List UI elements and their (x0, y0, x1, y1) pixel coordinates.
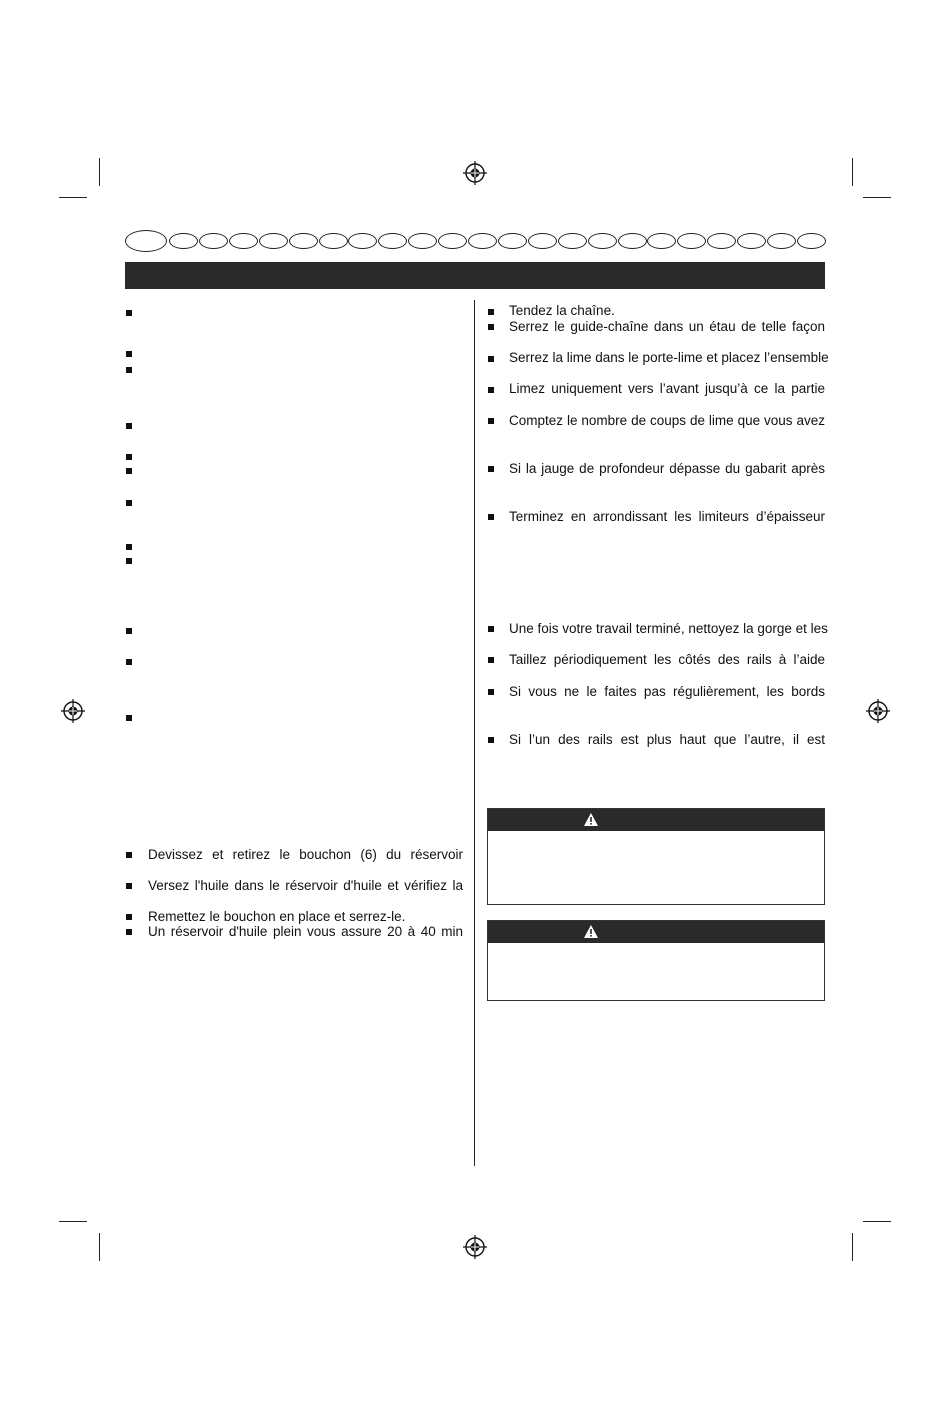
crop-mark (852, 158, 853, 186)
registration-mark-icon (463, 161, 487, 185)
list-item: Tendez la chaîne. (509, 303, 615, 318)
bullet-icon (126, 883, 132, 889)
language-tabs (125, 231, 825, 251)
list-item: Terminez en arrondissant les limiteurs d’épaisseur (509, 509, 825, 524)
list-item: Remettez le bouchon en place et serrez-le. (148, 909, 406, 924)
bullet-icon (126, 914, 132, 920)
language-tab (767, 233, 796, 249)
bullet-icon (126, 454, 132, 460)
language-tab (468, 233, 497, 249)
bullet-icon (126, 558, 132, 564)
warning-header (488, 921, 824, 943)
registration-mark-icon (61, 699, 85, 723)
warning-triangle-icon (583, 812, 599, 827)
list-item: Si l’un des rails est plus haut que l’autre, il est (509, 732, 825, 747)
bullet-icon (126, 367, 132, 373)
list-item: Devissez et retirez le bouchon (6) du réservoir (148, 847, 463, 862)
registration-mark-icon (463, 1235, 487, 1259)
language-tab (707, 233, 736, 249)
bullet-icon (488, 626, 494, 632)
language-tab (677, 233, 706, 249)
bullet-icon (488, 737, 494, 743)
list-item: Un réservoir d'huile plein vous assure 20 à 40 min (148, 924, 463, 939)
bullet-icon (126, 351, 132, 357)
crop-mark (59, 1221, 87, 1222)
bullet-icon (126, 544, 132, 550)
language-tab (588, 233, 617, 249)
column-divider (474, 300, 475, 1166)
language-tab (558, 233, 587, 249)
language-tab (797, 233, 826, 249)
bullet-icon (126, 500, 132, 506)
language-tab (408, 233, 437, 249)
language-tab (319, 233, 348, 249)
bullet-icon (126, 423, 132, 429)
language-tab (229, 233, 258, 249)
bullet-icon (126, 929, 132, 935)
bullet-icon (488, 418, 494, 424)
language-tab (289, 233, 318, 249)
bullet-icon (126, 310, 132, 316)
registration-mark-icon (866, 699, 890, 723)
crop-mark (99, 1233, 100, 1261)
bullet-icon (488, 309, 494, 315)
bullet-icon (488, 356, 494, 362)
language-tab (498, 233, 527, 249)
bullet-icon (126, 628, 132, 634)
language-tab (378, 233, 407, 249)
bullet-icon (126, 468, 132, 474)
list-item: Limez uniquement vers l’avant jusqu’à ce la partie (509, 381, 825, 396)
warning-box (487, 920, 825, 1001)
language-tab (199, 233, 228, 249)
language-tab (647, 233, 676, 249)
list-item: Serrez le guide-chaîne dans un étau de telle façon (509, 319, 825, 334)
crop-mark (852, 1233, 853, 1261)
warning-header (488, 809, 824, 831)
bullet-icon (488, 657, 494, 663)
bullet-icon (488, 466, 494, 472)
section-header-bar (125, 262, 825, 289)
crop-mark (99, 158, 100, 186)
bullet-icon (126, 715, 132, 721)
bullet-icon (488, 514, 494, 520)
list-item: Si vous ne le faites pas régulièrement, les bords (509, 684, 825, 699)
language-tab (348, 233, 377, 249)
bullet-icon (126, 852, 132, 858)
list-item: Taillez périodiquement les côtés des rails à l’aide (509, 652, 825, 667)
language-tab (169, 233, 198, 249)
list-item: Une fois votre travail terminé, nettoyez la gorge et les (509, 621, 828, 636)
crop-mark (863, 1221, 891, 1222)
language-tab (259, 233, 288, 249)
bullet-icon (488, 689, 494, 695)
list-item: Versez l'huile dans le réservoir d'huile et vérifiez la (148, 878, 463, 893)
language-tab (528, 233, 557, 249)
language-tab (438, 233, 467, 249)
language-tab (737, 233, 766, 249)
list-item: Si la jauge de profondeur dépasse du gabarit après (509, 461, 825, 476)
bullet-icon (488, 324, 494, 330)
bullet-icon (126, 659, 132, 665)
warning-box (487, 808, 825, 905)
crop-mark (59, 197, 87, 198)
language-tab-current (125, 230, 167, 252)
warning-triangle-icon (583, 924, 599, 939)
crop-mark (863, 197, 891, 198)
list-item: Comptez le nombre de coups de lime que vous avez (509, 413, 825, 428)
language-tab (618, 233, 647, 249)
list-item: Serrez la lime dans le porte-lime et placez l’ensemble (509, 350, 829, 365)
bullet-icon (488, 387, 494, 393)
